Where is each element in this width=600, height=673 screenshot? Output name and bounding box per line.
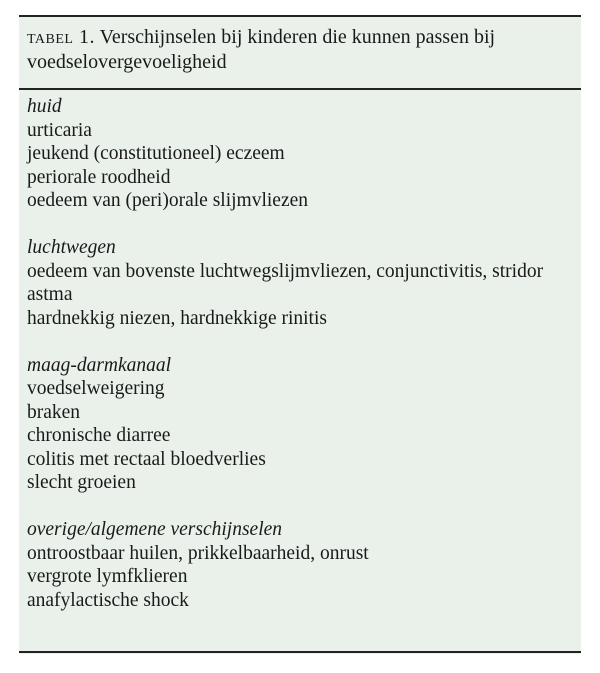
list-item: anafylactische shock bbox=[27, 589, 189, 611]
list-item: chronische diarree bbox=[27, 425, 171, 446]
list-item: vergrote lymfklieren bbox=[27, 566, 188, 587]
list-item: slecht groeien bbox=[27, 472, 136, 493]
list-item: urticaria bbox=[27, 119, 92, 141]
section-luchtwegen bbox=[27, 236, 575, 330]
list-item: colitis met rectaal bloedverlies bbox=[27, 448, 266, 470]
table-caption bbox=[27, 25, 575, 75]
table-body bbox=[27, 95, 575, 612]
top-rule bbox=[19, 15, 581, 17]
table-title: Verschijnselen bij kinderen die kunnen passen bij voedselovergevoeligheid bbox=[27, 26, 496, 73]
list-item: astma bbox=[27, 284, 73, 305]
list-item: periorale roodheid bbox=[27, 166, 171, 188]
section-overige bbox=[27, 518, 575, 612]
section-maag-darmkanaal bbox=[27, 354, 575, 495]
section-title: overige/algemene verschijnselen bbox=[27, 519, 283, 540]
list-item: voedselweigering bbox=[27, 378, 165, 399]
header-rule bbox=[19, 88, 581, 90]
table-label: tabel 1. bbox=[27, 26, 95, 48]
section-title: luchtwegen bbox=[27, 237, 116, 258]
list-item: oedeem van (peri)orale slijmvliezen bbox=[27, 190, 308, 211]
list-item: hardnekkig niezen, hardnekkige rinitis bbox=[27, 307, 327, 329]
section-title: huid bbox=[27, 96, 62, 117]
symptom-table bbox=[19, 15, 581, 654]
list-item: jeukend (constitutioneel) eczeem bbox=[27, 143, 285, 164]
list-item: ontroostbaar huilen, prikkelbaarheid, onrust bbox=[27, 542, 369, 564]
section-huid bbox=[27, 95, 575, 213]
list-item: oedeem van bovenste luchtwegslijmvliezen, conjunctivitis, stridor bbox=[27, 260, 544, 282]
section-title: maag-darmkanaal bbox=[27, 354, 172, 376]
list-item: braken bbox=[27, 401, 81, 423]
bottom-rule bbox=[19, 651, 581, 653]
